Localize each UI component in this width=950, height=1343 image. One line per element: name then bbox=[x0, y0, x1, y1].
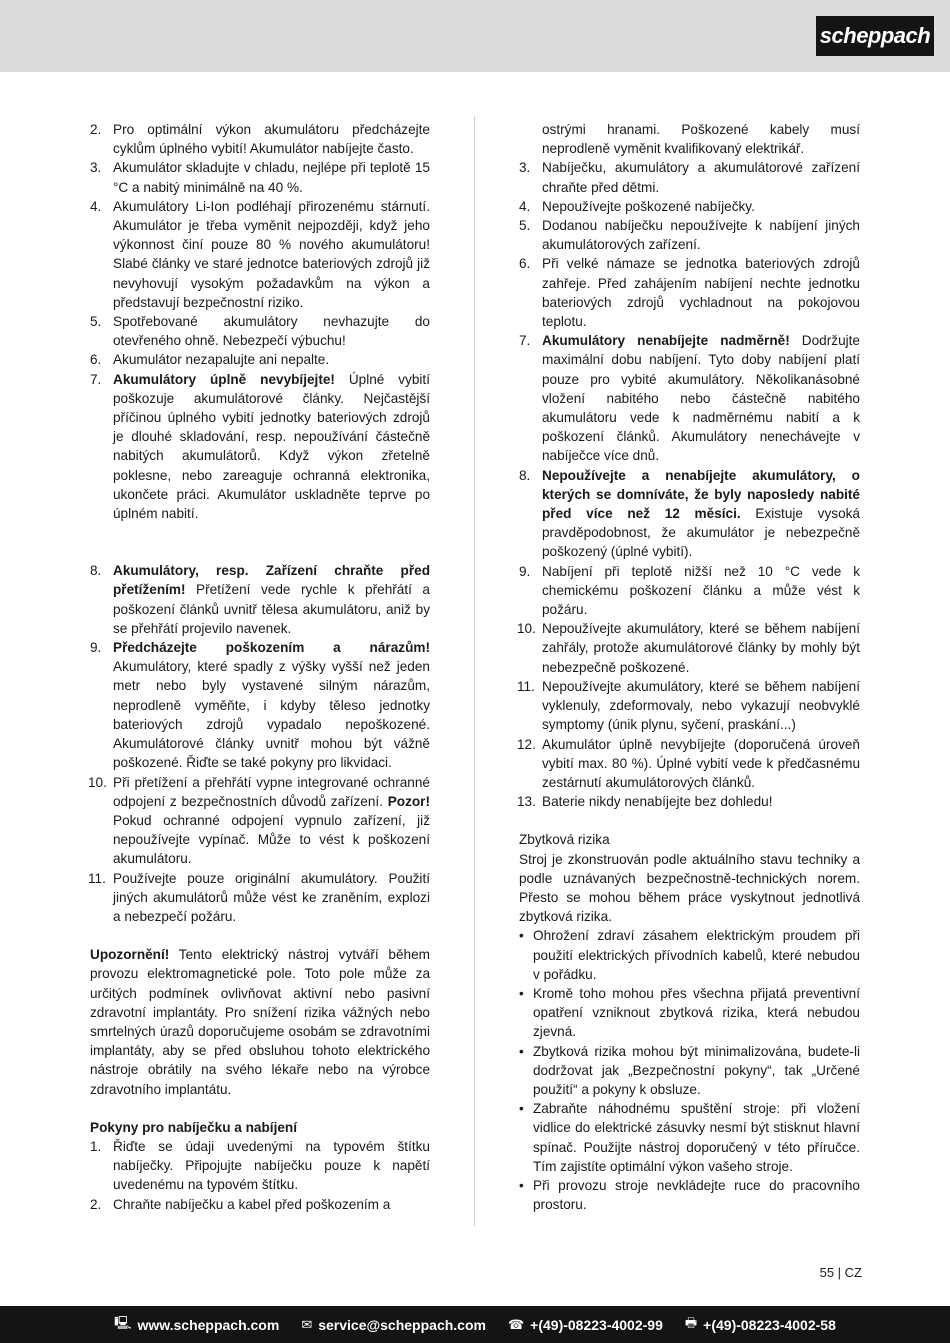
list-item bbox=[90, 638, 430, 772]
list-item-number: 4. bbox=[90, 198, 102, 214]
warning-paragraph: Upozornění! Tento elektrický nástroj vytváří během provozu elektromagnetické pole. Toto pole může za určitých podmínek ovlivňovat aktivní nebo pasivní zdravotní implantáty. Pro snížení rizika vážných nebo smrtelných úrazů doporučujeme osobám se zdravotními implantáty, aby se před obsluhou tohoto elektrického nástroje obrátily na svého lékaře nebo na výrobce zdravotního implantátu. bbox=[90, 947, 430, 1097]
list-item-text: Spotřebované akumulátory nevhazujte do otevřeného ohně. Nebezpečí výbuchu! bbox=[113, 314, 430, 349]
list-item bbox=[90, 1195, 430, 1214]
computer-icon: 🖳 bbox=[114, 1314, 132, 1330]
header-bar bbox=[0, 0, 950, 72]
list-item-text: Nepoužívejte akumulátory, které se během nabíjení vyklenuly, zdeformovaly, nebo vykazují neobvyklé symptomy (únik plynu, syčení, praskání...) bbox=[542, 678, 860, 733]
list-item-bold: Pozor! bbox=[387, 793, 430, 809]
list-item bbox=[519, 158, 860, 196]
list-item-number: 9. bbox=[519, 563, 531, 579]
list-item bbox=[90, 197, 430, 312]
list-item-number: 7. bbox=[90, 371, 102, 387]
list-item-number: 9. bbox=[90, 640, 102, 656]
list-item bbox=[519, 466, 860, 562]
bullet-text: Zbytková rizika mohou být minimalizována, budete-li dodržovat jak „Bezpečnostní pokyny“, tak „Určené použití“ a pokyny k obsluze. bbox=[533, 1043, 860, 1097]
bullet-item bbox=[519, 926, 860, 984]
footer-bar bbox=[0, 1306, 950, 1343]
right-column bbox=[519, 120, 860, 1214]
list-item-text: Akumulátory Li-Ion podléhají přirozenému stárnutí. Akumulátor je třeba vyměnit nejpozději, když jeho výkonnost činí pouze 80 % nového akumulátoru! Slabé články ve staré jednotce bateriových zdrojů již nevyhovují vysokým požadavkům na výkon a představují bezpečnostní riziko. bbox=[113, 198, 430, 310]
list-item bbox=[519, 254, 860, 331]
list-item-number: 12. bbox=[517, 736, 536, 752]
bullet-item bbox=[519, 1099, 860, 1176]
bullet-icon: • bbox=[519, 1101, 524, 1117]
list-item-continuation: ostrými hranami. Poškozené kabely musí neprodleně vyměnit kvalifikovaný elektrikář. bbox=[542, 122, 860, 157]
list-item-text: Chraňte nabíječku a kabel před poškozením a bbox=[113, 1196, 391, 1212]
fax-icon: 🖶 bbox=[684, 1314, 698, 1330]
list-item bbox=[519, 677, 860, 735]
footer-web[interactable]: 🖳 www.scheppach.com bbox=[114, 1314, 279, 1336]
list-item-text: Řiďte se údaji uvedenými na typovém štítku nabíječky. Připojujte nabíječku pouze k napětí uvedenému na typovém štítku. bbox=[113, 1138, 430, 1193]
list-item bbox=[90, 350, 430, 369]
list-item-bold: Akumulátory, resp. Zařízení chraňte před přetížením! bbox=[113, 563, 430, 598]
column-divider bbox=[474, 116, 475, 1226]
list-item-text: Dodržujte maximální dobu nabíjení. Tyto doby nabíjení platí pouze pro vybité akumulátory. Několikanásobné vložení nabitého nebo částečně nabitého akumulátoru vede k nadměrnému nabití a k poškození článků. Akumulátory nenechávejte v nabíječce více dnů. bbox=[542, 333, 860, 464]
list-item-number: 8. bbox=[519, 467, 531, 483]
list-item bbox=[90, 561, 430, 638]
list-item-text: Nabíječku, akumulátory a akumulátorové zařízení chraňte před dětmi. bbox=[542, 160, 860, 195]
left-column bbox=[90, 120, 430, 1214]
phone-icon: ☎ bbox=[507, 1316, 525, 1332]
mail-icon: ✉ bbox=[301, 1316, 313, 1332]
list-item-number: 7. bbox=[519, 333, 531, 349]
page-number: 55 | CZ bbox=[819, 1265, 862, 1280]
list-item-text: Nepoužívejte poškozené nabíječky. bbox=[542, 198, 755, 214]
list-item bbox=[90, 370, 430, 524]
list-item-number: 10. bbox=[517, 621, 536, 637]
list-item-text: Existuje vysoká pravděpodobnost, že akumulátor je nebezpečně poškozený (úplné vybití). bbox=[542, 506, 860, 560]
list-item bbox=[519, 562, 860, 620]
list-item-number: 6. bbox=[90, 352, 102, 368]
list-item-bold: Akumulátory nenabíjejte nadměrně! bbox=[542, 333, 790, 349]
list-item bbox=[519, 216, 860, 254]
list-item-number: 5. bbox=[519, 218, 531, 234]
list-item bbox=[519, 619, 860, 677]
list-item bbox=[519, 735, 860, 793]
list-item bbox=[519, 792, 860, 811]
residual-risk-heading: Zbytková rizika bbox=[519, 832, 610, 848]
list-item bbox=[90, 158, 430, 196]
list-item-text: Akumulátor skladujte v chladu, nejlépe při teplotě 15 °C a nabitý minimálně na 40 %. bbox=[113, 160, 430, 195]
bullet-item bbox=[519, 1042, 860, 1100]
brand-logo: scheppach bbox=[816, 16, 934, 56]
footer-email[interactable]: ✉ service@scheppach.com bbox=[301, 1316, 486, 1333]
list-item-number: 4. bbox=[519, 198, 531, 214]
list-item-text: Úplné vybití poškozuje akumulátorové články. Nejčastější příčinou úplného vybití jednotky bateriových zdrojů je dlouhé skladování, resp. nepoužívání částečně nabitých akumulátorů. Když výkon zřetelně poklesne, nebo zareaguje ochranná elektronika, ukončete práci. Akumulátor uskladněte teprve po úplném nabití. bbox=[113, 371, 430, 522]
footer-phone: ☎ +(49)-08223-4002-99 bbox=[507, 1316, 663, 1333]
list-item bbox=[519, 197, 860, 216]
list-item-number: 13. bbox=[517, 794, 536, 810]
list-item-number: 1. bbox=[90, 1138, 102, 1154]
list-item-text: Nepoužívejte akumulátory, které se během nabíjení zahřály, protože akumulátorové články by mohly být nebezpečně poškozené. bbox=[542, 621, 860, 675]
list-item-text: Při velké námaze se jednotka bateriových zdrojů zahřeje. Před zahájením nabíjení nechte jednotku bateriových zdrojů vychladnout na pokojovou teplotu. bbox=[542, 256, 860, 330]
list-item-bold: Nepoužívejte a nenabíjejte akumulátory, o kterých se domníváte, že byly naposledy nabité před více než 12 měsíci. bbox=[542, 467, 860, 522]
residual-risk-text: Stroj je zkonstruován podle aktuálního stavu techniky a podle uznávaných bezpečnostně-technických norem. Přesto se mohou během práce vyskytnout jednotlivá zbytková rizika. bbox=[519, 851, 860, 925]
list-item bbox=[90, 869, 430, 927]
list-item-text: Akumulátory, které spadly z výšky vyšší než jeden metr nebo byly vystavené silným nárazům, neprodleně vyměňte, i kdyby těleso jednotky bateriových zdrojů vypadalo nepoškozené. Akumulátorové články uvnitř mohou být vážně poškozené. Řiďte se také pokyny pro likvidaci. bbox=[113, 659, 430, 771]
list-item-text: Pokud ochranné odpojení vypnulo zařízení, již nepoužívejte vypínač. Může to vést k poškození akumulátoru. bbox=[113, 812, 430, 867]
list-item-number: 3. bbox=[519, 160, 531, 176]
bullet-item bbox=[519, 1176, 860, 1214]
list-item-number: 3. bbox=[90, 160, 102, 176]
bullet-text: Ohrožení zdraví zásahem elektrickým proudem při použití elektrických přívodních kabelů, které nebudou v pořádku. bbox=[533, 928, 860, 982]
bullet-text: Zabraňte náhodnému spuštění stroje: při vložení vidlice do elektrické zásuvky nesmí být stisknut hlavní spínač. Použijte nástroj doporučený v této příručce. Tím zajistíte optimální výkon vašeho stroje. bbox=[533, 1101, 860, 1174]
list-item-text: Přetížení vede rychle k přehřátí a poškození článků uvnitř tělesa akumulátoru, aniž by se přehřátí projevilo navenek. bbox=[113, 582, 430, 636]
list-item-bold: Předcházejte poškozením a nárazům! bbox=[113, 640, 430, 656]
list-item-number: 2. bbox=[90, 122, 102, 137]
bullet-icon: • bbox=[519, 928, 524, 944]
bullet-icon: • bbox=[519, 1043, 524, 1059]
bullet-item bbox=[519, 984, 860, 1042]
list-item-text: Používejte pouze originální akumulátory. Použití jiných akumulátorů může vést ke zraněním, explozi a nebezpečí požáru. bbox=[113, 870, 430, 924]
charger-heading: Pokyny pro nabíječku a nabíjení bbox=[90, 1119, 297, 1135]
list-item-number: 6. bbox=[519, 256, 531, 272]
list-item bbox=[90, 773, 430, 869]
list-item-text: Dodanou nabíječku nepoužívejte k nabíjení jiných akumulátorových zařízení. bbox=[542, 218, 860, 253]
list-item bbox=[519, 331, 860, 465]
list-item-text: Baterie nikdy nenabíjejte bez dohledu! bbox=[542, 794, 773, 810]
bullet-icon: • bbox=[519, 985, 524, 1001]
list-item-number: 10. bbox=[88, 774, 107, 790]
list-item-text: Akumulátor nezapalujte ani nepalte. bbox=[113, 352, 330, 368]
bullet-text: Kromě toho mohou přes všechna přijatá preventivní opatření vzniknout zbytková rizika, která nebudou zjevná. bbox=[533, 985, 860, 1040]
bullet-icon: • bbox=[519, 1177, 524, 1193]
list-item-number: 8. bbox=[90, 563, 102, 579]
footer-fax: 🖶 +(49)-08223-4002-58 bbox=[685, 1314, 836, 1336]
list-item-text: Při přetížení a přehřátí vypne integrované ochranné odpojení z bezpečnostních důvodů zařízení. bbox=[113, 774, 430, 809]
list-item-number: 5. bbox=[90, 314, 102, 330]
list-item bbox=[90, 120, 430, 158]
list-item-text: Nabíjení při teplotě nižší než 10 °C vede k chemickému poškození článku a může vést k požáru. bbox=[542, 563, 860, 618]
list-item-number: 11. bbox=[517, 678, 535, 694]
list-item-number: 11. bbox=[88, 870, 106, 886]
list-item bbox=[90, 1137, 430, 1195]
list-item-text: Pro optimální výkon akumulátoru předcházejte cyklům úplného vybití! Akumulátor nabíjejte často. bbox=[113, 122, 430, 157]
list-item bbox=[90, 312, 430, 350]
list-item-number: 2. bbox=[90, 1196, 102, 1212]
list-item-bold: Akumulátory úplně nevybíjejte! bbox=[113, 371, 335, 387]
list-item-text: Akumulátor úplně nevybíjejte (doporučená úroveň vybití max. 80 %). Úplné vybití vede k předčasnému zestárnutí akumulátorových článků. bbox=[542, 736, 860, 790]
bullet-text: Při provozu stroje nevkládejte ruce do pracovního prostoru. bbox=[533, 1177, 860, 1213]
